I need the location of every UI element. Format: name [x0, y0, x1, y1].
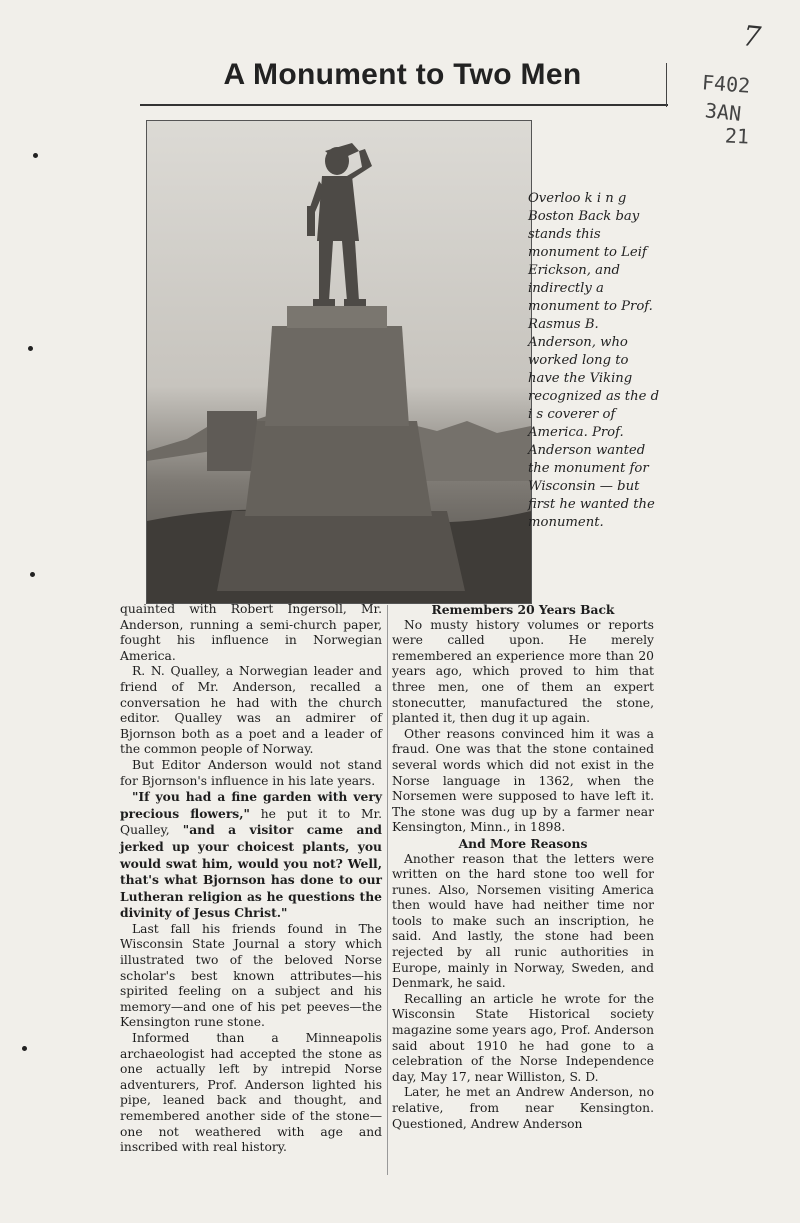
- right-paragraph-1: No musty history volumes or reports were called upon. He merely remembered an experience more than 20 years ago, which proved to him that three men, one of them an expert stonecutter, manufactured the stone, planted it, then dug it up again.: [392, 617, 654, 726]
- photo-caption: Overloo k i n g Boston Back bay stands this monument to Leif Erickson, and indirectly a monument to Prof. Rasmus B. Anderson, who worked long to have the Viking recognized as the d i s coverer of America. Prof. Anderson wanted the monument for Wisconsin — but first he wanted the monument.: [528, 191, 660, 530]
- left-paragraph-3: But Editor Anderson would not stand for Bjornson's influence in his late years.: [120, 757, 382, 788]
- margin-mark: [30, 572, 35, 577]
- column-rule: [387, 605, 388, 1175]
- left-column: [120, 602, 382, 1156]
- quote-attribution: he put it to Mr. Qualley,: [120, 806, 382, 838]
- margin-mark: [33, 153, 38, 158]
- margin-note-1: F402: [701, 70, 751, 98]
- headline: A Monument to Two Men: [223, 58, 582, 91]
- headline-vertical-rule: [666, 63, 667, 107]
- headline-rule: [140, 104, 668, 106]
- right-paragraph-2: Other reasons convinced him it was a fraud. One was that the stone contained several words which did not exist in the Norse language in 1362, when the Norsemen were supposed to have left it. The stone was dug up by a farmer near Kensington, Minn., in 1898.: [392, 726, 654, 835]
- left-paragraph-5: Last fall his friends found in The Wisconsin State Journal a story which illustrated two of the beloved Norse scholar's best known attributes—his spirited feeling on a subject and his memory—and one of his pet peeves—the Kensington rune stone.: [120, 921, 382, 1030]
- left-paragraph-6: Informed than a Minneapolis archaeologist had accepted the stone as one actually left by intrepid Norse adventurers, Prof. Anderson lighted his pipe, leaned back and thought, and remembered another side of the stone—one not weathered with age and inscribed with real history.: [120, 1031, 382, 1155]
- quote-part-1: "If you had a fine garden with very precious flowers,": [120, 789, 382, 821]
- statue-illustration: [147, 121, 531, 603]
- quote-part-2: "and a visitor came and jerked up your choicest plants, you would swat him, would you not? Well, that's what Bjornson has done to our Lutheran religion as he questions the divinity of Jesus Christ.": [120, 822, 383, 921]
- right-column: [392, 602, 654, 1132]
- margin-mark: [28, 346, 33, 351]
- margin-note-3: 21: [724, 123, 750, 149]
- subhead-remembers: Remembers 20 Years Back: [431, 602, 615, 617]
- left-paragraph-1: quainted with Robert Ingersoll, Mr. Anderson, running a semi-church paper, fought his influence in Norwegian America.: [120, 602, 382, 663]
- subhead-more-reasons: And More Reasons: [458, 835, 588, 851]
- right-paragraph-5: Later, he met an Andrew Anderson, no relative, from near Kensington. Questioned, Andrew Anderson: [392, 1085, 654, 1131]
- page-number: 7: [741, 19, 763, 54]
- margin-mark: [22, 1046, 27, 1051]
- right-paragraph-4: Recalling an article he wrote for the Wisconsin State Historical society magazine some years ago, Prof. Anderson said about 1910 he had gone to a celebration of the Norse Independence day, May 17, near Williston, S. D.: [392, 991, 654, 1084]
- left-paragraph-2: R. N. Qualley, a Norwegian leader and friend of Mr. Anderson, recalled a conversation he had with the church editor. Qualley was an admirer of Bjornson both as a poet and a leader of the common people of Norway.: [120, 664, 382, 757]
- monument-photo: [146, 120, 532, 604]
- right-paragraph-3: Another reason that the letters were written on the hard stone too well for runes. Also, Norsemen visiting America then would have had neither time nor tools to make such an inscription, he said. And lastly, the stone had been rejected by all runic authorities in Europe, mainly in Norway, Sweden, and Denmark, he said.: [392, 851, 654, 991]
- margin-note-2: 3AN: [703, 98, 743, 126]
- left-paragraph-4: [120, 789, 382, 922]
